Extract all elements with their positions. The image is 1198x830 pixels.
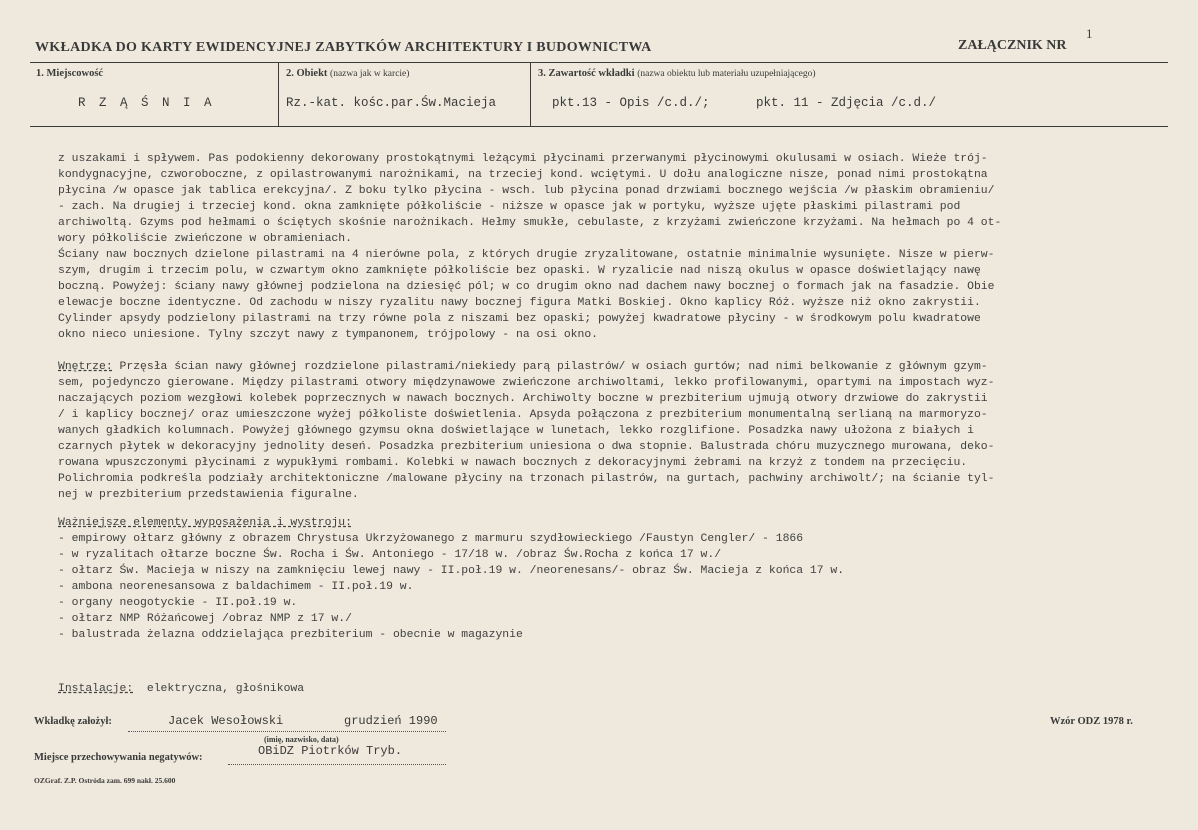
object-value: Rz.-kat. kośc.par.Św.Macieja	[286, 96, 497, 110]
body-line: boczną. Powyżej: ściany nawy głównej podzielona na dziesięć pól; w co drugim okno nad dachem nawy bocznej o formach jak na fasadzie. Obie	[58, 281, 995, 293]
equipment-item: - w ryzalitach ołtarze boczne Św. Rocha i Św. Antoniego - 17/18 w. /obraz Św.Rocha z końca 17 w./	[58, 549, 722, 561]
body-line: wory półkoliście zwieńczone w obramieniach.	[58, 233, 352, 245]
body-line: archiwoltą. Gzyms pod hełmami o ściętych skośnie narożnikach. Hełmy smukłe, cebulaste, z krzyżami zwieńczone krzyżami. Na hełmach po 4 ot-	[58, 217, 1002, 229]
body-line: - zach. Na drugiej i trzeciej kond. okna zamknięte półkoliście - niższe w opasce jak w portyku, wyższe ujęte płaskimi pilastrami pod	[58, 201, 961, 213]
storage-dotted-line	[228, 764, 446, 765]
annex-number: 1	[1086, 26, 1093, 41]
object-label: 2. Obiekt (nazwa jak w karcie)	[286, 68, 410, 79]
body-line: kondygnacyjne, czworoboczne, z opilastrowanymi narożnikami, na trzeciej kond. wciętymi. U dołu analogiczne nisze, ponad nimi prostokątna	[58, 169, 988, 181]
interior-line: Polichromia podkreśla podziały architektoniczne /malowane płyciny na trzonach pilastrów, na gurtach, pachwiny archiwolt/; na ścianie tyl-	[58, 473, 995, 485]
header-top-rule	[30, 62, 1168, 63]
equipment-item: - ołtarz Św. Macieja w niszy na zamknięciu lewej nawy - II.poł.19 w. /neorenesans/- obraz Św. Macieja z końca 17 w.	[58, 565, 845, 577]
prepared-by-name: Jacek Wesołowski	[168, 714, 284, 728]
installations-line	[58, 682, 304, 697]
storage-label: Miejsce przechowywania negatywów:	[34, 752, 203, 763]
signature-hint: (imię, nazwisko, data)	[264, 735, 339, 744]
annex-label: ZAŁĄCZNIK NR	[958, 38, 1067, 53]
content-label: 3. Zawartość wkładki (nazwa obiektu lub materiału uzupełniającego)	[538, 68, 816, 79]
form-title: WKŁADKA DO KARTY EWIDENCYJNEJ ZABYTKÓW ARCHITEKTURY I BUDOWNICTWA	[35, 40, 652, 55]
body-line: elewacje boczne identyczne. Od zachodu w niszy ryzalitu nawy bocznej figura Matki Boskiej. Okno kaplicy Róż. wyższe niż okno zakrystii.	[58, 297, 981, 309]
header-bottom-rule	[30, 126, 1168, 127]
header-divider-2	[530, 62, 531, 126]
body-line: płycina /w opasce jak tablica erekcyjna/. Z boku tylko płycina - wsch. lub płycina ponad drzwiami bocznego wejścia /w płaskim obramieniu/	[58, 185, 995, 197]
interior-line: czarnych płytek w dekoracyjny jednolity deseń. Posadzka prezbiterium uniesiona o dwa stopnie. Balustrada chóru muzycznego murowana, deko-	[58, 441, 995, 453]
locality-label: 1. Miejscowość	[36, 68, 104, 79]
prepared-date: grudzień 1990	[344, 714, 438, 728]
body-line: z uszakami i spływem. Pas podokienny dekorowany prostokątnymi leżącymi płycinami przerwanymi płycinowymi okulusami w osiach. Wieże trój-	[58, 153, 988, 165]
content-value-a: pkt.13 - Opis /c.d./;	[552, 96, 710, 110]
installations-heading: Instalacje:	[58, 683, 134, 695]
equipment-item: - balustrada żelazna oddzielająca prezbiterium - obecnie w magazynie	[58, 629, 523, 641]
interior-line: wanych gładkich kolumnach. Powyżej głównego gzymsu okna doświetlające w lunetach, lekko rozglifione. Posadzka nawy ułożona z białych i	[58, 425, 974, 437]
interior-line: sem, pojedynczo gierowane. Między pilastrami otwory międzynawowe zwieńczone archiwoltami, lekko profilowanymi, opartymi na impostach wyz-	[58, 377, 995, 389]
equipment-item: - ambona neorenesansowa z baldachimem - II.poł.19 w.	[58, 581, 414, 593]
prepared-by-label: Wkładkę założył:	[34, 716, 112, 727]
body-line: szym, drugim i trzecim polu, w czwartym okno zamknięte półkoliście bez opaski. W ryzalicie nad niszą okulus w opasce doświetlający nawę	[58, 265, 981, 277]
prepared-by-dotted-line	[128, 731, 446, 732]
equipment-item: - organy neogotyckie - II.poł.19 w.	[58, 597, 298, 609]
interior-line: / i kaplicy bocznej/ oraz umieszczone wyżej półkoliste doświetlenia. Apsyda połączona z prezbiterium monumentalną serlianą na marmoryzo-	[58, 409, 988, 421]
interior-first-line: Wnętrze: Przęsła ścian nawy głównej rozdzielone pilastrami/niekiedy parą pilastrów/ w osiach gurtów; nad nimi belkowanie z głównym gzym-	[58, 361, 988, 373]
equipment-heading: Ważniejsze elementy wyposażenia i wystroju:	[58, 517, 352, 529]
interior-line: naczających poziom wezgłowi kolebek poprzecznych w nawach bocznych. Archiwolty boczne w prezbiterium ujmują otwory drzwiowe do zakrystii	[58, 393, 988, 405]
locality-value: R Z Ą Ś N I A	[78, 96, 215, 110]
content-value-b: pkt. 11 - Zdjęcia /c.d./	[756, 96, 937, 110]
body-line: okno nieco uniesione. Tylny szczyt nawy z tympanonem, trójpolowy - na osi okno.	[58, 329, 599, 341]
interior-heading: Wnętrze:	[58, 361, 113, 373]
installations-value: elektryczna, głośnikowa	[146, 683, 305, 695]
equipment-item: - ołtarz NMP Różańcowej /obraz NMP z 17 w./	[58, 613, 352, 625]
header-divider-1	[278, 62, 279, 126]
interior-line: rowana wpuszczonymi płycinami z wypukłymi rombami. Kolebki w nawach bocznych z dekoracyjnymi żebrami na krzyż z tondem na przecięciu.	[58, 457, 968, 469]
body-line: Ściany naw bocznych dzielone pilastrami na 4 nierówne pola, z których drugie zryzalitowane, ostatnie minimalnie wysunięte. Nisze w pierw-	[58, 249, 995, 261]
template-version: Wzór ODZ 1978 r.	[1050, 716, 1133, 727]
body-line: Cylinder apsydy podzielony pilastrami na trzy równe pola z niszami bez opaski; powyżej kwadratowe płyciny - w środkowym polu kwadratowe	[58, 313, 981, 325]
equipment-item: - empirowy ołtarz główny z obrazem Chrystusa Ukrzyżowanego z marmuru szydłowieckiego /Faustyn Cengler/ - 1866	[58, 533, 804, 545]
print-note: OZGraf. Z.P. Ostróda zam. 699 nakł. 25.600	[34, 776, 176, 785]
storage-value: OBiDZ Piotrków Tryb.	[258, 744, 403, 758]
interior-line: nej w prezbiterium przedstawienia figuralne.	[58, 489, 359, 501]
